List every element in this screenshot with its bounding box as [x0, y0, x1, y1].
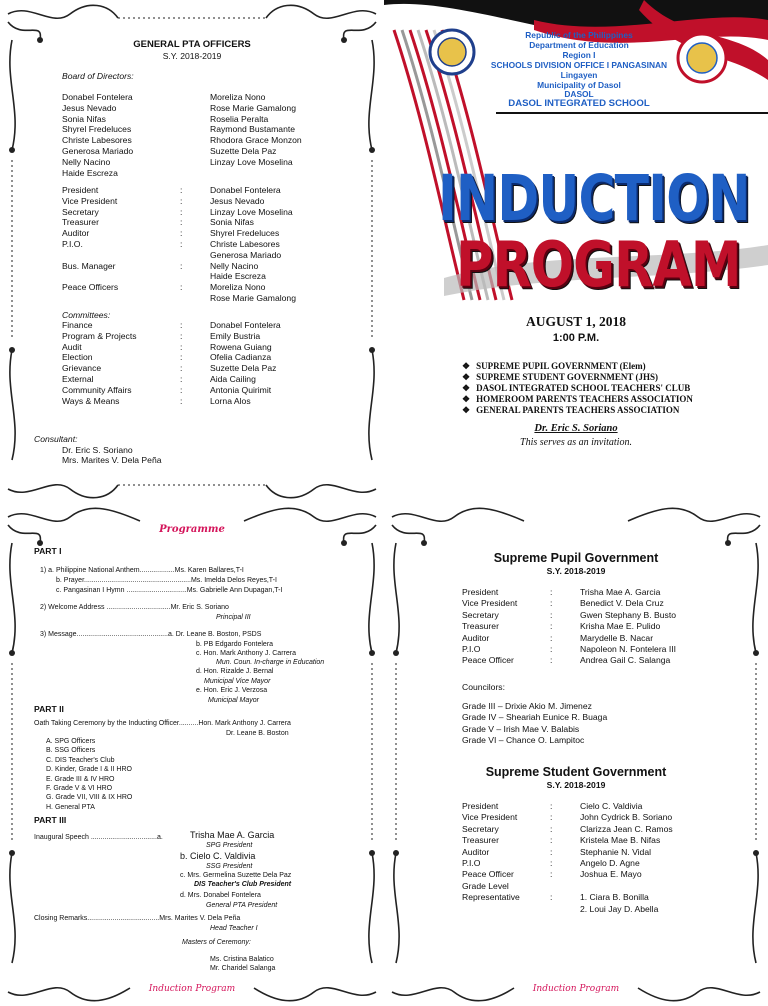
- colon: :: [180, 363, 183, 374]
- program-item: 2) Welcome Address .................................Mr. Eric S. Soriano: [40, 604, 229, 611]
- colon: :: [550, 823, 553, 834]
- invitation-note: This serves as an invitation.: [520, 437, 632, 448]
- bullet-icon: ❖: [462, 361, 471, 371]
- committee-role: Grievance: [62, 363, 102, 374]
- masters-heading: Masters of Ceremony:: [182, 939, 251, 946]
- officer-role: Peace Officer: [462, 655, 514, 666]
- colon: :: [550, 858, 553, 868]
- officer-name: Joshua E. Mayo: [580, 869, 642, 880]
- colon: :: [180, 260, 183, 271]
- officer-name: Angelo D. Agne: [580, 858, 640, 868]
- colon: :: [180, 206, 183, 217]
- ssg-title: Supreme Student Government: [485, 765, 667, 779]
- position-name: Nelly Nacino: [210, 260, 259, 271]
- program-item: b. PB Edgardo Fontelera: [196, 641, 274, 648]
- committee-role: Program & Projects: [62, 330, 137, 341]
- speaker-title: SSG President: [206, 863, 253, 870]
- programme-heading: Programme: [159, 524, 225, 535]
- master-name: Ms. Cristina Balatico: [210, 956, 274, 963]
- colon: :: [550, 621, 553, 632]
- position-role: Peace Officers: [62, 282, 119, 293]
- closing-line: Closing Remarks.....................................Mrs. Marites V. Dela Peña: [34, 915, 241, 922]
- colon: :: [180, 330, 183, 341]
- consultant-name: Dr. Eric S. Soriano: [62, 445, 133, 455]
- committee-role: Finance: [62, 320, 93, 330]
- committees-heading: Committees:: [62, 310, 111, 320]
- officer-role: P.I.O: [462, 858, 481, 868]
- list-item: ❖ HOMEROOM PARENTS TEACHERS ASSOCIATION: [462, 394, 693, 404]
- speaker-title: SPG President: [206, 842, 253, 849]
- programme-panel: [0, 503, 384, 1006]
- program-item: 3) Message...............................................a. Dr. Leane B. Boston, PSDS: [40, 631, 262, 638]
- program-item-title: Municipal Mayor: [208, 697, 259, 704]
- list-item: Grade IV – Sheariah Eunice R. Buaga: [462, 712, 608, 723]
- position-name: Christe Labesores: [210, 239, 280, 249]
- closing-title: Head Teacher I: [210, 925, 258, 932]
- officer-role: Auditor: [462, 632, 490, 643]
- program-item: c. Pangasinan I Hymn ...............................Ms. Gabrielle Ann Dupagan,T-I: [56, 587, 283, 594]
- officer-role: P.I.O: [462, 644, 481, 654]
- committee-name: Antonia Quirimit: [210, 384, 272, 395]
- colon: :: [180, 374, 183, 384]
- committee-name: Lorna Alos: [210, 395, 251, 406]
- footer-label: Induction Program: [148, 984, 236, 994]
- position-role: Secretary: [62, 206, 99, 217]
- colon: :: [550, 812, 553, 823]
- officer-name: Clarizza Jean C. Ramos: [580, 823, 673, 834]
- grade-level-label: Grade Level: [462, 880, 509, 891]
- committee-name: Emily Bustria: [210, 330, 261, 341]
- list-item: ❖ GENERAL PARENTS TEACHERS ASSOCIATION: [462, 405, 680, 415]
- officer-role: President: [462, 801, 499, 811]
- program-item: c. Hon. Mark Anthony J. Carrera: [196, 650, 296, 657]
- list-item: ❖ SUPREME PUPIL GOVERNMENT (Elem): [462, 361, 646, 371]
- list-item: Linzay Love Moselina: [210, 156, 293, 167]
- list-item: Donabel Fontelera: [62, 92, 133, 102]
- colon: :: [180, 395, 183, 406]
- header-line: Region I: [562, 50, 596, 60]
- officer-role: Vice President: [462, 598, 518, 609]
- program-item: 1) a. Philippine National Anthem..................Ms. Karen Ballares,T-I: [40, 567, 244, 574]
- position-name: Rose Marie Gamalong: [210, 293, 296, 303]
- speaker-name: d. Mrs. Donabel Fontelera: [180, 892, 261, 899]
- list-item: Rose Marie Gamalong: [210, 102, 296, 113]
- event-time: 1:00 P.M.: [552, 332, 600, 344]
- program-item-title: Mun. Coun. In-charge in Education: [216, 659, 325, 666]
- list-item: Shyrel Fredeluces: [62, 124, 132, 135]
- list-item: Christe Labesores: [62, 135, 132, 146]
- position-role: President: [62, 185, 99, 195]
- signatory: Dr. Eric S. Soriano: [534, 423, 618, 434]
- committee-name: Aida Cailing: [210, 374, 256, 384]
- header-line: Department of Education: [529, 40, 629, 50]
- position-name: Donabel Fontelera: [210, 185, 281, 195]
- position-role: Bus. Manager: [62, 260, 116, 271]
- position-name: Generosa Mariado: [210, 249, 282, 260]
- position-name: Moreliza Nono: [210, 282, 266, 293]
- list-item: B. SSG Officers: [46, 747, 96, 755]
- colon: :: [180, 228, 183, 239]
- cover-panel: [384, 0, 768, 503]
- officer-name: Stephanie N. Vidal: [580, 846, 652, 857]
- colon: :: [180, 341, 183, 352]
- position-role: Vice President: [62, 195, 118, 206]
- header-line: SCHOOLS DIVISION OFFICE I PANGASINAN: [490, 60, 668, 70]
- position-name: Haide Escreza: [210, 271, 266, 282]
- officer-role: Treasurer: [462, 621, 499, 632]
- officer-name: Benedict V. Dela Cruz: [580, 598, 664, 609]
- committee-name: Rowena Guiang: [210, 341, 272, 352]
- committee-name: Donabel Fontelera: [210, 320, 281, 330]
- program-item-title: Principal III: [216, 614, 251, 621]
- list-item: Grade III – Drixie Akio M. Jimenez: [462, 701, 592, 711]
- officer-role: Treasurer: [462, 835, 499, 846]
- officer-name: Kristela Mae B. Nifas: [580, 835, 661, 846]
- ornamental-border: [0, 0, 384, 503]
- officer-name: Trisha Mae A. Garcia: [580, 587, 661, 597]
- list-item: A. SPG Officers: [46, 738, 96, 745]
- colon: :: [180, 320, 183, 330]
- speaker-name: Trisha Mae A. Garcia: [190, 830, 275, 840]
- colon: :: [180, 185, 183, 195]
- speaker-name: c. Mrs. Germelina Suzette Dela Paz: [180, 872, 292, 879]
- governments-panel: [384, 503, 768, 1006]
- committee-role: Community Affairs: [62, 384, 132, 395]
- board-heading: Board of Directors:: [62, 71, 134, 81]
- position-role: Treasurer: [62, 217, 99, 228]
- officer-name: Krisha Mae E. Pulido: [580, 621, 661, 632]
- school-seal: [678, 34, 726, 82]
- colon: :: [550, 632, 553, 643]
- header-line: Lingayen: [560, 70, 598, 80]
- list-item: Suzette Dela Paz: [210, 146, 277, 156]
- speaker-name: b. Cielo C. Valdivia: [180, 851, 256, 861]
- ssg-school-year: S.Y. 2018-2019: [546, 780, 606, 790]
- colon: :: [550, 609, 553, 620]
- officer-name: Gwen Stephany B. Busto: [580, 609, 677, 620]
- program-item-title: Municipal Vice Mayor: [204, 678, 271, 685]
- spg-title: Supreme Pupil Government: [493, 551, 659, 565]
- inaugural-line: Inaugural Speech ..................................a.: [34, 834, 163, 841]
- officer-role: Secretary: [462, 609, 499, 620]
- councilors-heading: Councilors:: [462, 682, 505, 692]
- officer-role: Secretary: [462, 823, 499, 834]
- title-induction: INDUCTION: [438, 162, 750, 235]
- representative-name: 2. Loui Jay D. Abella: [580, 903, 659, 914]
- spg-school-year: S.Y. 2018-2019: [546, 566, 606, 576]
- title-program: PROGRAM: [456, 228, 741, 301]
- list-item: ❖ DASOL INTEGRATED SCHOOL TEACHERS' CLUB: [462, 383, 691, 393]
- officer-role: President: [462, 587, 499, 597]
- position-role: Auditor: [62, 228, 90, 239]
- header-line: DASOL: [564, 89, 594, 99]
- officer-name: Andrea Gail C. Salanga: [580, 655, 671, 666]
- committee-name: Suzette Dela Paz: [210, 363, 277, 374]
- consultant-name: Mrs. Marites V. Dela Peña: [62, 455, 162, 465]
- oath-line: Oath Taking Ceremony by the Inducting Officer..........Hon. Mark Anthony J. Carrera: [34, 720, 291, 727]
- colon: :: [180, 239, 183, 249]
- list-item: E. Grade III & IV HRO: [46, 775, 115, 783]
- officer-name: John Cydrick B. Soriano: [580, 812, 673, 823]
- colon: :: [550, 846, 553, 857]
- event-date: AUGUST 1, 2018: [526, 314, 626, 329]
- position-name: Sonia Nifas: [210, 217, 254, 228]
- list-item: Jesus Nevado: [62, 102, 117, 113]
- list-item: Sonia Nifas: [62, 113, 106, 124]
- footer-label: Induction Program: [532, 984, 620, 994]
- colon: :: [180, 282, 183, 293]
- program-item: b. Prayer.......................................................Ms. Imelda Delos Reyes,T-I: [56, 577, 277, 584]
- officers-title: GENERAL PTA OFFICERS: [133, 39, 251, 50]
- colon: :: [550, 655, 553, 666]
- colon: :: [180, 352, 183, 363]
- list-item: H. General PTA: [46, 803, 95, 811]
- colon: :: [550, 801, 553, 811]
- list-item: Nelly Nacino: [62, 156, 111, 167]
- officer-name: Napoleon N. Fontelera III: [580, 644, 677, 654]
- committee-role: Election: [62, 352, 93, 363]
- list-item: G. Grade VII, VIII & IX HRO: [46, 794, 133, 802]
- speaker-title: DIS Teacher's Club President: [194, 881, 292, 888]
- colon: :: [550, 598, 553, 609]
- position-role: P.I.O.: [62, 239, 83, 249]
- program-item: e. Hon. Eric J. Verzosa: [196, 687, 268, 694]
- colon: :: [550, 644, 553, 654]
- oath-line-2: Dr. Leane B. Boston: [226, 730, 289, 737]
- list-item: Rhodora Grace Monzon: [210, 135, 302, 146]
- list-item: Grade VI – Chance O. Lampitoc: [462, 735, 585, 746]
- list-item: Generosa Mariado: [62, 146, 134, 156]
- part-heading: PART I: [34, 546, 62, 556]
- list-item: F. Grade V & VI HRO: [46, 785, 113, 792]
- header-line: Municipality of Dasol: [537, 80, 621, 90]
- representative-name: 1. Ciara B. Bonilla: [580, 892, 649, 903]
- committee-role: External: [62, 374, 94, 384]
- list-item: Haide Escreza: [62, 167, 118, 178]
- list-item: D. Kinder, Grade I & II HRO: [46, 766, 132, 774]
- colon: :: [550, 869, 553, 880]
- officer-role: Vice President: [462, 812, 518, 823]
- list-item: Roselia Peralta: [210, 113, 269, 124]
- school-name: DASOL INTEGRATED SCHOOL: [508, 98, 650, 109]
- colon: :: [180, 384, 183, 395]
- officers-panel: [0, 0, 384, 503]
- officer-name: Marydelle B. Nacar: [580, 632, 654, 643]
- committee-role: Audit: [62, 341, 82, 352]
- colon: :: [550, 587, 553, 597]
- header-line: Republic of the Philippines: [525, 30, 633, 40]
- master-name: Mr. Charidel Salanga: [210, 965, 276, 972]
- part-heading: PART II: [34, 704, 64, 714]
- officer-role: Auditor: [462, 846, 490, 857]
- committee-role: Ways & Means: [62, 395, 120, 406]
- speaker-title: General PTA President: [206, 902, 278, 909]
- bullet-icon: ❖: [462, 372, 471, 382]
- consultant-heading: Consultant:: [34, 434, 78, 444]
- bullet-icon: ❖: [462, 383, 471, 393]
- bullet-icon: ❖: [462, 394, 471, 404]
- list-item: Moreliza Nono: [210, 92, 266, 102]
- officers-school-year: S.Y. 2018-2019: [162, 51, 222, 61]
- list-item: C. DIS Teacher's Club: [46, 756, 115, 764]
- colon: :: [180, 195, 183, 206]
- colon: :: [550, 835, 553, 846]
- part-heading: PART III: [34, 815, 67, 825]
- position-name: Shyrel Fredeluces: [210, 228, 280, 239]
- list-item: Raymond Bustamante: [210, 124, 296, 135]
- program-item: d. Hon. Rizalde J. Bernal: [196, 668, 274, 675]
- committee-name: Ofelia Cadianza: [210, 352, 272, 363]
- bullet-icon: ❖: [462, 405, 471, 415]
- ornamental-border: [384, 503, 768, 1006]
- position-name: Jesus Nevado: [210, 195, 265, 206]
- colon: :: [180, 217, 183, 228]
- officer-name: Cielo C. Valdivia: [580, 801, 643, 811]
- position-name: Linzay Love Moselina: [210, 206, 293, 217]
- representative-label: Representative: [462, 892, 520, 903]
- officer-role: Peace Officer: [462, 869, 514, 880]
- list-item: Grade V – Irish Mae V. Balabis: [462, 723, 580, 734]
- list-item: ❖ SUPREME STUDENT GOVERNMENT (JHS): [462, 372, 659, 382]
- colon: :: [550, 892, 553, 903]
